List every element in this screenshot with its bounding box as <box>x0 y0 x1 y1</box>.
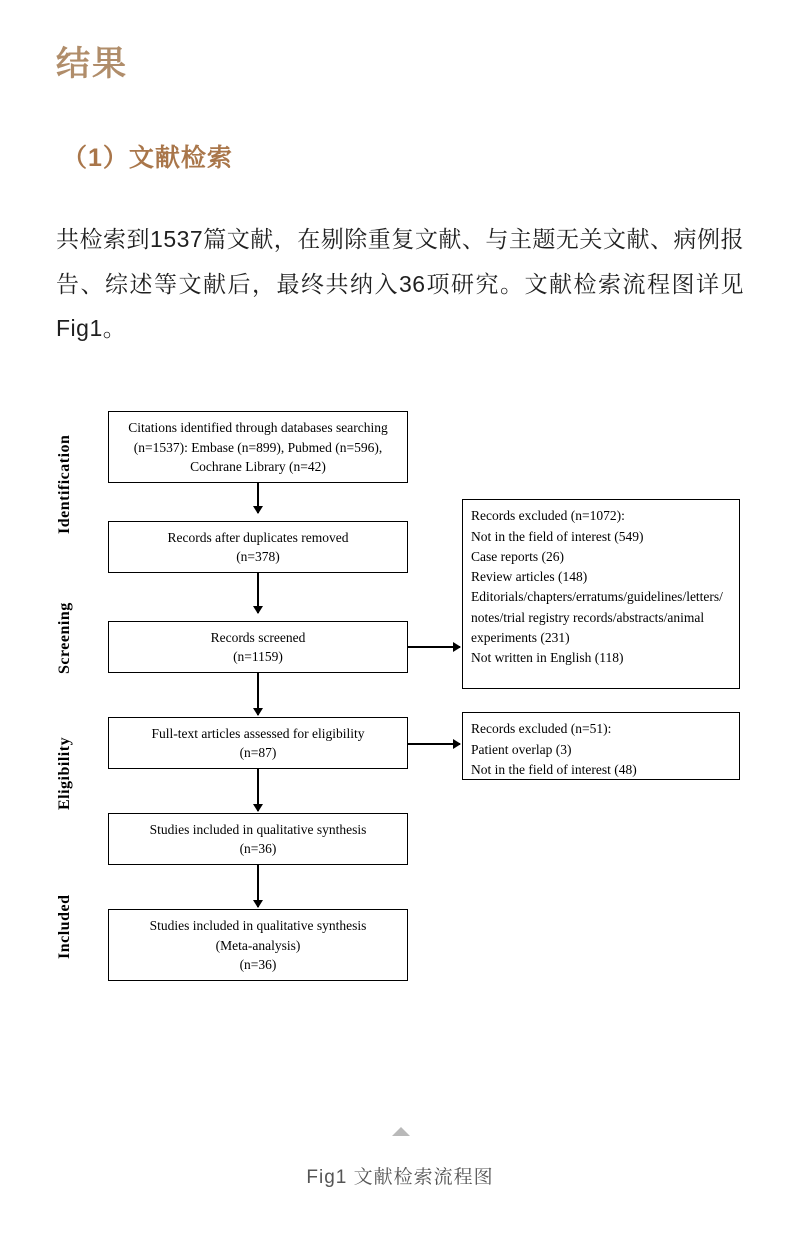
figure-caption: Fig1 文献检索流程图 <box>306 1167 494 1188</box>
box-meta-analysis <box>108 909 408 981</box>
prisma-flow-diagram <box>0 399 800 1039</box>
box-line: (n=36) <box>239 841 277 857</box>
box-line: Review articles (148) <box>471 569 588 585</box>
box-line: Full-text articles assessed for eligibility <box>151 725 365 741</box>
box-line: Case reports (26) <box>471 548 564 564</box>
box-line: (n=1159) <box>233 649 283 665</box>
section-heading: （1）文献检索 <box>62 143 233 172</box>
stage-label-screening: Screening <box>56 602 73 675</box>
arrow-screened-to-fulltext <box>257 673 259 715</box>
box-line: Records excluded (n=51): <box>471 721 612 737</box>
box-line: (n=36) <box>239 957 277 973</box>
arrow-duplicates-to-screened <box>257 573 259 613</box>
box-line: (n=87) <box>239 745 277 761</box>
arrow-fulltext-to-qualitative <box>257 769 259 811</box>
box-citations-identified <box>108 411 408 483</box>
box-line: Patient overlap (3) <box>471 741 572 757</box>
article-body <box>0 0 800 351</box>
stage-label-eligibility: Eligibility <box>56 736 73 810</box>
box-qualitative-synthesis <box>108 813 408 865</box>
box-line: Not in the field of interest (48) <box>471 761 637 777</box>
box-line: notes/trial registry records/abstracts/animal <box>471 609 705 625</box>
box-fulltext-assessed <box>108 717 408 769</box>
body-paragraph: 共检索到1537篇文献，在剔除重复文献、与主题无关文献、病例报告、综述等文献后，最终共纳入36项研究。文献检索流程图详见Fig1。 <box>56 225 744 342</box>
arrow-qualitative-to-meta <box>257 865 259 907</box>
arrow-screened-to-excluded <box>408 646 460 648</box>
arrow-fulltext-to-excluded <box>408 743 460 745</box>
box-line: (n=1537): Embase (n=899), Pubmed (n=596), <box>133 439 383 455</box>
box-line: Records screened <box>210 629 306 645</box>
page-title: 结果 <box>56 45 128 83</box>
box-line: Studies included in qualitative synthesis <box>149 917 367 933</box>
box-records-screened <box>108 621 408 673</box>
box-records-after-duplicates <box>108 521 408 573</box>
box-line: Records after duplicates removed <box>167 529 349 545</box>
box-line: Citations identified through databases searching <box>128 419 388 435</box>
box-line: (Meta-analysis) <box>215 937 301 953</box>
box-line: experiments (231) <box>471 629 570 645</box>
box-line: Editorials/chapters/erratums/guidelines/letters/ <box>471 589 723 605</box>
box-line: Not in the field of interest (549) <box>471 528 644 544</box>
box-line: (n=378) <box>236 549 280 565</box>
arrow-identified-to-duplicates <box>257 483 259 513</box>
box-line: Not written in English (118) <box>471 650 624 666</box>
box-records-excluded-eligibility <box>462 712 740 780</box>
box-records-excluded-screening <box>462 499 740 689</box>
box-line: Studies included in qualitative synthesis <box>149 821 367 837</box>
stage-label-identification: Identification <box>56 434 73 535</box>
box-line: Records excluded (n=1072): <box>471 508 625 524</box>
collapse-caret-icon[interactable] <box>392 1127 410 1136</box>
box-line: Cochrane Library (n=42) <box>190 459 326 475</box>
stage-label-included: Included <box>56 895 73 960</box>
